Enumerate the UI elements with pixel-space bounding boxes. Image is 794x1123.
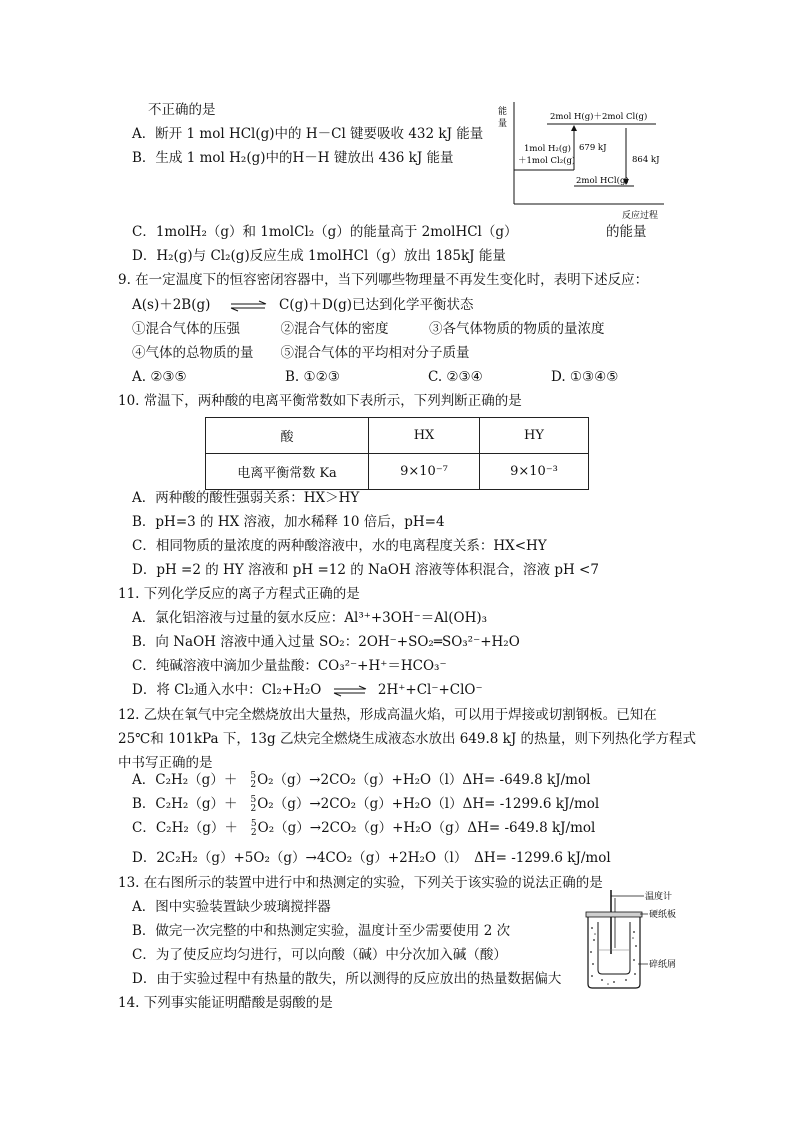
q11-option-c: C．纯碱溶液中滴加少量盐酸：CO₃²⁻+H⁺＝HCO₃⁻ bbox=[132, 658, 447, 674]
q11-option-a: A．氯化铝溶液与过量的氨水反应：Al³⁺+3OH⁻＝Al(OH)₃ bbox=[132, 610, 488, 626]
q13-option-a: A．图中实验装置缺少玻璃搅拌器 bbox=[132, 899, 331, 915]
table-cell-hx-ka: 9×10⁻⁷ bbox=[369, 454, 480, 490]
fraction-5-2 bbox=[251, 820, 257, 838]
arrow-679-label: 679 kJ bbox=[579, 143, 607, 153]
q8-intro: 不正确的是 bbox=[148, 102, 216, 118]
q8-option-c: C．1molH₂（g）和 1molCl₂（g）的能量高于 2molHCl（g） bbox=[132, 224, 518, 240]
q13-option-b: B．做完一次完整的中和热测定实验，温度计至少需要使用 2 次 bbox=[132, 923, 511, 939]
q9-items-line1: ①混合气体的压强 ②混合气体的密度 ③各气体物质的物质的量浓度 bbox=[132, 321, 605, 337]
q11-stem: 11. 下列化学反应的离子方程式正确的是 bbox=[118, 586, 360, 602]
frac-num: 5 bbox=[250, 818, 257, 829]
mid-level-label-1: 1mol H₂(g) bbox=[524, 144, 571, 154]
q12-option-c-pre: C．C₂H₂（g）＋ bbox=[132, 820, 238, 836]
thermometer-label: 温度计 bbox=[645, 892, 673, 902]
frac-num: 5 bbox=[250, 794, 257, 805]
q12-option-d: D．2C₂H₂（g）+5O₂（g）→4CO₂（g）+2H₂O（l） ΔH= -1299.6 kJ/mol bbox=[132, 850, 611, 866]
q11-option-d bbox=[132, 681, 483, 699]
q10-option-c: C．相同物质的量浓度的两种酸溶液中，水的电离程度关系：HX<HY bbox=[132, 538, 547, 554]
bottom-level-label: 2mol HCl(g) bbox=[576, 176, 629, 186]
table-cell-hy-ka: 9×10⁻³ bbox=[480, 454, 589, 490]
q12-stem-line3: 中书写正确的是 bbox=[118, 755, 213, 771]
reversible-arrow-icon bbox=[229, 300, 269, 312]
fraction-5-2 bbox=[250, 772, 256, 790]
q9-option-a: A. ②③⑤ bbox=[132, 369, 187, 385]
q11-option-d-right: 2H⁺+Cl⁻+ClO⁻ bbox=[377, 682, 483, 698]
table-cell-ka-label: 电离平衡常数 Ka bbox=[206, 454, 369, 490]
q8-option-b: B．生成 1 mol H₂(g)中的H－H 键放出 436 kJ 能量 bbox=[132, 150, 454, 166]
q8-option-c-tail: 的能量 bbox=[606, 224, 647, 240]
q9-items-line2: ④气体的总物质的量 ⑤混合气体的平均相对分子质量 bbox=[132, 345, 470, 361]
q9-reaction-right: C(g)＋D(g)已达到化学平衡状态 bbox=[279, 297, 474, 313]
fraction-5-2 bbox=[251, 796, 257, 814]
frac-num: 5 bbox=[250, 770, 257, 781]
mid-level-label-2: ＋1mol Cl₂(g) bbox=[518, 156, 576, 166]
q10-option-a: A．两种酸的酸性强弱关系：HX＞HY bbox=[132, 490, 360, 506]
cardboard-label: 硬纸板 bbox=[649, 910, 677, 920]
energy-diagram bbox=[494, 98, 678, 224]
reversible-arrow-icon bbox=[332, 685, 368, 697]
q11-option-d-left: D．将 Cl₂通入水中：Cl₂+H₂O bbox=[132, 682, 322, 698]
q14-stem: 14. 下列事实能证明醋酸是弱酸的是 bbox=[118, 995, 333, 1011]
q9-reaction-left: A(s)＋2B(g) bbox=[132, 297, 211, 313]
table-header-acid: 酸 bbox=[206, 418, 369, 454]
q10-option-d: D．pH =2 的 HY 溶液和 pH =12 的 NaOH 溶液等体积混合，溶液 pH <7 bbox=[132, 562, 599, 578]
q13-option-d: D．由于实验过程中有热量的散失，所以测得的反应放出的热量数据偏大 bbox=[132, 971, 562, 987]
q8-option-a: A．断开 1 mol HCl(g)中的 H－Cl 键要吸收 432 kJ 能量 bbox=[132, 126, 484, 142]
table-header-hy: HY bbox=[480, 418, 589, 454]
y-axis-label-2: 量 bbox=[498, 119, 508, 129]
q12-option-a-post: O₂（g）→2CO₂（g）+H₂O（l）ΔH= -649.8 kJ/mol bbox=[257, 772, 591, 788]
q12-option-c-post: O₂（g）→2CO₂（g）+H₂O（g）ΔH= -649.8 kJ/mol bbox=[257, 820, 596, 836]
calorimeter-figure bbox=[582, 888, 690, 992]
paper-scrap-label: 碎纸屑 bbox=[649, 960, 677, 970]
q13-option-c: C．为了使反应均匀进行，可以向酸（碱）中分次加入碱（酸） bbox=[132, 947, 507, 963]
q12-option-b-pre: B．C₂H₂（g）＋ bbox=[132, 796, 238, 812]
ka-table bbox=[205, 417, 589, 490]
q11-option-b: B．向 NaOH 溶液中通入过量 SO₂：2OH⁻+SO₂═SO₃²⁻+H₂O bbox=[132, 634, 520, 650]
q9-stem: 9. 在一定温度下的恒容密闭容器中，当下列哪些物理量不再发生变化时，表明下述反应： bbox=[118, 272, 649, 288]
q9-reaction bbox=[132, 296, 474, 314]
frac-den: 2 bbox=[250, 803, 257, 814]
frac-den: 2 bbox=[250, 779, 257, 790]
table-header-hx: HX bbox=[369, 418, 480, 454]
q12-stem-line1: 12. 乙炔在氧气中完全燃烧放出大量热，形成高温火焰，可以用于焊接或切割钢板。已知在 bbox=[118, 707, 657, 723]
q12-option-b bbox=[132, 795, 599, 814]
arrow-864-label: 864 kJ bbox=[632, 155, 660, 165]
q9-option-c: C. ②③④ bbox=[428, 369, 483, 385]
q12-option-b-post: O₂（g）→2CO₂（g）+H₂O（l）ΔH= -1299.6 kJ/mol bbox=[257, 796, 600, 812]
q10-stem: 10. 常温下，两种酸的电离平衡常数如下表所示，下列判断正确的是 bbox=[118, 393, 522, 409]
frac-den: 2 bbox=[250, 827, 257, 838]
q12-option-c bbox=[132, 819, 595, 838]
q10-option-b: B．pH=3 的 HX 溶液，加水稀释 10 倍后，pH=4 bbox=[132, 514, 445, 530]
q12-option-a bbox=[132, 771, 590, 790]
top-level-label: 2mol H(g)＋2mol Cl(g) bbox=[550, 112, 648, 122]
q12-option-a-pre: A．C₂H₂（g）＋ bbox=[132, 772, 238, 788]
q9-option-b: B. ①②③ bbox=[285, 369, 340, 385]
y-axis-label-1: 能 bbox=[498, 107, 508, 117]
x-axis-label: 反应过程 bbox=[622, 211, 659, 221]
q9-option-d: D. ①③④⑤ bbox=[551, 369, 619, 385]
q12-stem-line2: 25℃和 101kPa 下，13g 乙炔完全燃烧生成液态水放出 649.8 kJ 的热量，则下列热化学方程式 bbox=[118, 731, 697, 747]
q13-stem: 13. 在右图所示的装置中进行中和热测定的实验，下列关于该实验的说法正确的是 bbox=[118, 875, 603, 891]
table-row bbox=[206, 418, 589, 454]
table-row bbox=[206, 454, 589, 490]
q8-option-d: D．H₂(g)与 Cl₂(g)反应生成 1molHCl（g）放出 185kJ 能量 bbox=[132, 248, 506, 264]
